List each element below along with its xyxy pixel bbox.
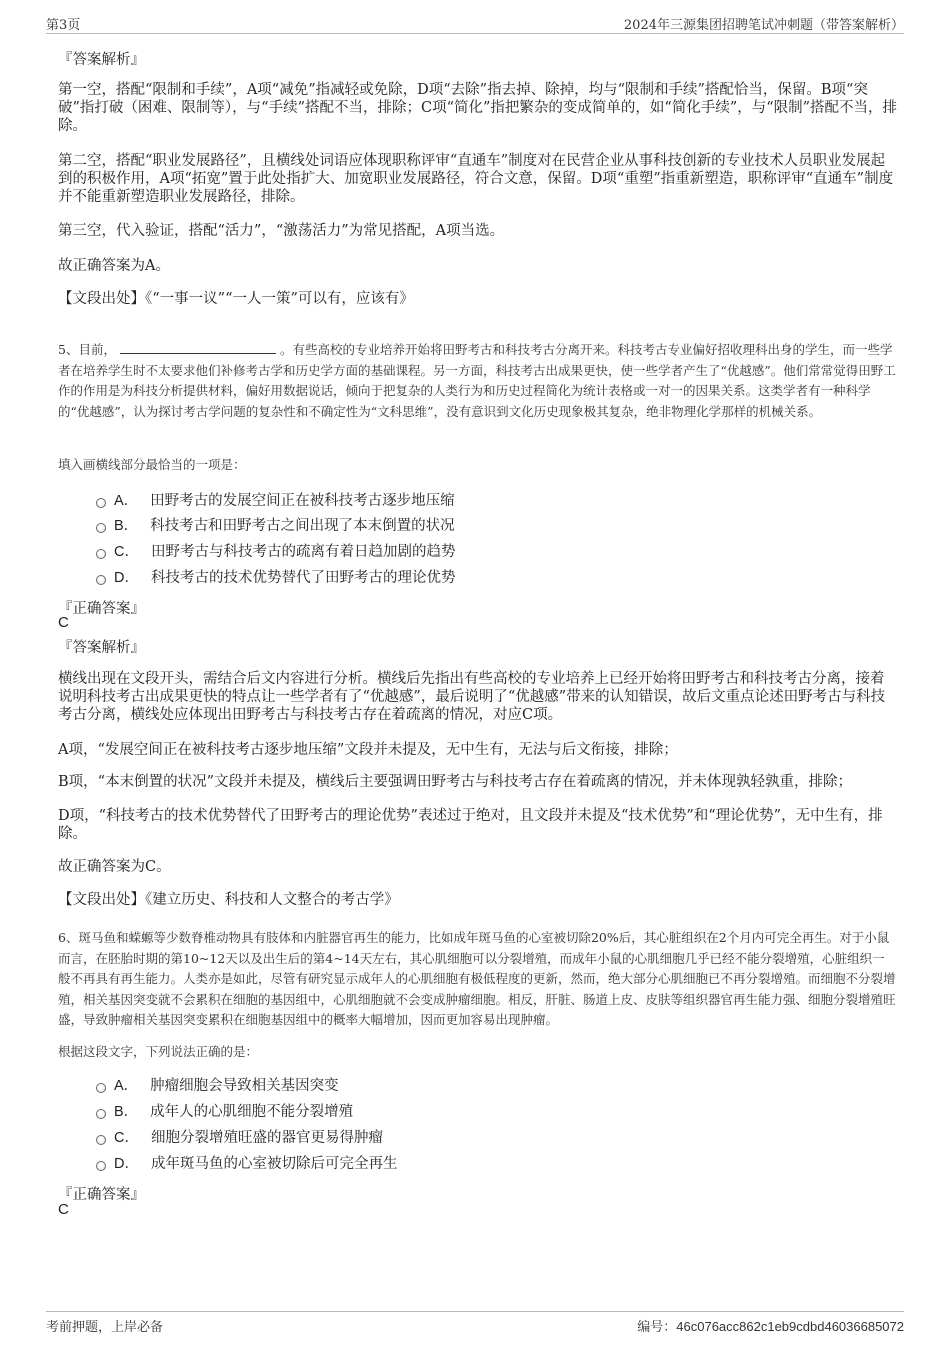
q5-option-b[interactable]: B． 科技考古和田野考古之间出现了本末倒置的状况 [96,517,455,535]
q4-analysis-para-3: 第三空，代入验证，搭配“活力”，“激荡活力”为常见搭配，A项当选。 [58,223,505,239]
q5-analysis-para-4: D项，“科技考古的技术优势替代了田野考古的理论优势”表述过于绝对，且文段并未提及“技术优势”和“理论优势”，无中生有，排除。 [58,808,883,842]
page-header [46,14,904,34]
q4-analysis-para-2: 第二空，搭配“职业发展路径”，且横线处词语应体现职称评审“直通车”制度对在民营企业从事科技创新的专业技术人员职业发展起到的积极作用，A项“拓宽”置于此处指扩大、加宽职业发展路径，符合文意，保留。D项“重塑”指重新塑造，职称评审“直通车”制度并不能重新塑造职业发展路径，排除。 [58,153,894,205]
q5-prompt: 填入画横线部分最恰当的一项是： [58,457,246,472]
page-footer [46,1311,904,1335]
q5-source: 【文段出处】《建立历史、科技和人文整合的考古学》 [58,892,399,908]
footer-slogan: 考前押题，上岸必备 [46,1320,164,1335]
q5-option-c[interactable]: C． 田野考古与科技考古的疏离有着日趋加剧的趋势 [96,543,455,561]
q6-option-b[interactable]: B． 成年人的心肌细胞不能分裂增殖 [96,1103,353,1121]
radio-icon[interactable] [96,523,106,533]
q5-correct-label: 『正确答案』 [58,601,145,617]
q6-option-a[interactable]: A． 肿瘤细胞会导致相关基因突变 [96,1077,339,1095]
q4-analysis-label: 『答案解析』 [58,52,145,68]
radio-icon[interactable] [96,1109,106,1119]
q5-blank [120,342,276,354]
q5-option-a[interactable]: A． 田野考古的发展空间正在被科技考古逐步地压缩 [96,492,455,510]
radio-icon[interactable] [96,1135,106,1145]
document-title: 2024年三源集团招聘笔试冲刺题（带答案解析） [623,18,904,33]
q6-correct-label: 『正确答案』 [58,1187,145,1203]
radio-icon[interactable] [96,549,106,559]
q5-analysis-para-1: 横线出现在文段开头，需结合后文内容进行分析。横线后先指出有些高校的专业培养上已经开始将田野考古和科技考古分离，接着说明科技考古出成果更快的特点让一些学者有了“优越感”，最后说明了“优越感”带来的认知错误，故后文重点论述田野考古与科技考古分离，横线处应体现出田野考古与科技考古存在着疏离的情况，对应C项。 [58,671,886,723]
q6-prompt: 根据这段文字，下列说法正确的是： [58,1044,259,1059]
q6-option-c[interactable]: C． 细胞分裂增殖旺盛的器官更易得肿瘤 [96,1129,383,1147]
q5-analysis-para-2: A项，“发展空间正在被科技考古逐步地压缩”文段并未提及，无中生有，无法与后文衔接，排除； [58,742,678,758]
q5-number: 5、目前， [58,342,116,357]
q5-correct-answer: C [58,614,69,631]
q4-source: 【文段出处】《“一事一议”“一人一策”可以有，应该有》 [58,291,414,307]
q6-option-d[interactable]: D． 成年斑马鱼的心室被切除后可完全再生 [96,1155,397,1173]
radio-icon[interactable] [96,1083,106,1093]
q5-option-d[interactable]: D． 科技考古的技术优势替代了田野考古的理论优势 [96,569,455,587]
q4-conclusion: 故正确答案为A。 [58,258,170,274]
q5-stem [58,340,896,422]
radio-icon[interactable] [96,575,106,585]
q6-stem: 6、斑马鱼和蝾螈等少数脊椎动物具有肢体和内脏器官再生的能力，比如成年斑马鱼的心室被切除20%后，其心脏组织在2个月内可完全再生。对于小鼠而言，在胚胎时期的第10~12天以及出生后的第4~14天左右，其心肌细胞可以分裂增殖，而成年小鼠的心肌细胞几乎已经不能分裂增殖，心脏组织一般不再具有再生能力。人类亦是如此，尽管有研究显示成年人的心肌细胞有极低程度的更新，然而，绝大部分心肌细胞已不再分裂增殖。而细胞不分裂增殖，相关基因突变就不会累积在细胞的基因组中，心肌细胞就不会变成肿瘤细胞。相反，肝脏、肠道上皮、皮肤等组织器官再生能力强、细胞分裂增殖旺盛，导致肿瘤相关基因突变累积在细胞基因组中的概率大幅增加，因而更加容易出现肿瘤。 [58,930,896,1027]
q5-stem-text: 。有些高校的专业培养开始将田野考古和科技考古分离开来。科技考古专业偏好招收理科出身的学生，而一些学者在培养学生时不太要求他们补修考古学和历史学方面的基础课程。另一方面，科技考古出成果更快，使一些学者产生了“优越感”。他们常常觉得田野工作的作用是为科技分析提供材料，偏好用数据说话，倾向于把复杂的人类行为和历史过程简化为统计表格或一对一的因果关系。这类学者有一种科学的“优越感”，认为探讨考古学问题的复杂性和不确定性为“文科思维”，没有意识到文化历史现象极其复杂，绝非物理化学那样的机械关系。 [58,342,896,419]
q5-analysis-para-3: B项，“本末倒置的状况”文段并未提及，横线后主要强调田野考古与科技考古存在着疏离的情况，并未体现孰轻孰重，排除； [58,774,852,790]
document-id: 编号：46c076acc862c1eb9cdbd46036685072 [637,1319,904,1335]
q4-analysis-para-1: 第一空，搭配“限制和手续”，A项“减免”指减轻或免除，D项“去除”指去掉、除掉，均与“限制和手续”搭配恰当，保留。B项“突破”指打破（困难、限制等），与“手续”搭配不当，排除；C项“简化”指把繁杂的变成简单的，如“简化手续”，与“限制”搭配不当，排除。 [58,82,898,134]
page-number: 第3页 [46,18,81,33]
q5-conclusion: 故正确答案为C。 [58,859,171,875]
radio-icon[interactable] [96,1161,106,1171]
radio-icon[interactable] [96,498,106,508]
q6-correct-answer: C [58,1201,69,1218]
q5-analysis-label: 『答案解析』 [58,640,145,656]
